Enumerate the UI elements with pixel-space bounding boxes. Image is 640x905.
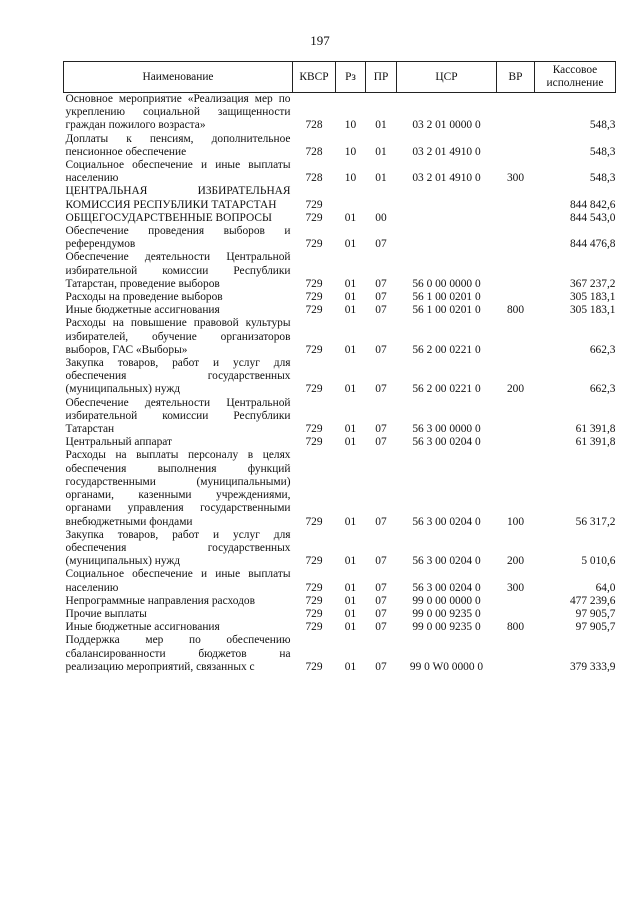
cell-vr (497, 317, 535, 357)
column-header-vr: ВР (497, 62, 535, 93)
table-row (64, 212, 616, 225)
cell-pr: 07 (375, 555, 387, 568)
table-row (64, 436, 616, 449)
cell-csr: 99 0 00 9235 0 (412, 607, 481, 620)
cell-name: Прочие выплаты (65, 607, 147, 620)
table-row (64, 357, 616, 397)
cell-kvsr: 729 (305, 621, 323, 634)
cell-csr: 99 0 00 0000 0 (412, 594, 481, 607)
cell-kvsr: 729 (305, 198, 323, 211)
column-header-kvsr: КВСР (293, 62, 336, 93)
table-row (64, 529, 616, 569)
cell-vr (497, 133, 535, 159)
cell-rz: 01 (344, 581, 357, 594)
cell-vr: 300 (506, 581, 525, 594)
cell-csr: 03 2 01 4910 0 (412, 145, 481, 158)
cell-vr (497, 397, 535, 437)
cell-rz: 01 (344, 594, 357, 607)
cell-pr (366, 185, 397, 211)
table-row (64, 225, 616, 251)
cell-vr (497, 185, 535, 211)
cell-sum: 56 317,2 (575, 515, 616, 528)
cell-pr: 07 (375, 291, 387, 304)
cell-csr: 03 2 01 0000 0 (412, 119, 481, 132)
cell-vr: 200 (506, 383, 525, 396)
cell-name: Иные бюджетные ассигнования (65, 304, 220, 317)
cell-name: Социальное обеспечение и иные выплаты населению (65, 159, 291, 185)
cell-sum: 662,3 (589, 343, 616, 356)
cell-rz: 01 (344, 515, 357, 528)
cell-name: Социальное обеспечение и иные выплаты населению (65, 568, 291, 594)
cell-name: Иные бюджетные ассигнования (65, 621, 220, 634)
page-number: 197 (310, 33, 330, 48)
table-row (64, 133, 616, 159)
cell-vr (497, 225, 535, 251)
cell-rz: 01 (344, 621, 357, 634)
cell-vr: 300 (506, 172, 525, 185)
cell-pr: 07 (375, 607, 387, 620)
cell-rz: 01 (344, 343, 357, 356)
cell-sum: 367 237,2 (569, 277, 616, 290)
cell-name: Обеспечение деятельности Центральной избирательной комиссии Республики Татарстан (65, 396, 291, 436)
cell-csr: 99 0 W0 0000 0 (409, 660, 484, 673)
cell-pr: 00 (375, 211, 387, 224)
cell-sum: 305 183,1 (569, 291, 616, 304)
cell-csr: 56 0 00 0000 0 (412, 277, 481, 290)
table-row (64, 317, 616, 357)
cell-vr (497, 212, 535, 225)
cell-name: Расходы на проведение выборов (65, 291, 223, 304)
cell-sum: 305 183,1 (569, 304, 616, 317)
cell-vr (497, 634, 535, 674)
cell-csr (397, 212, 497, 225)
cell-sum: 61 391,8 (575, 436, 616, 449)
cell-sum: 548,3 (589, 145, 616, 158)
cell-sum: 844 543,0 (569, 211, 616, 224)
cell-sum: 662,3 (589, 383, 616, 396)
table-row (64, 634, 616, 674)
cell-pr: 07 (375, 515, 387, 528)
cell-pr: 07 (375, 621, 387, 634)
budget-execution-table (63, 61, 616, 674)
cell-rz: 10 (344, 172, 357, 185)
cell-rz: 01 (344, 423, 357, 436)
cell-vr (497, 251, 535, 291)
cell-pr: 07 (375, 238, 387, 251)
cell-csr: 03 2 01 4910 0 (412, 172, 481, 185)
table-row (64, 291, 616, 304)
cell-vr: 100 (506, 515, 525, 528)
cell-vr (497, 436, 535, 449)
cell-sum: 61 391,8 (575, 423, 616, 436)
cell-name: ЦЕНТРАЛЬНАЯ ИЗБИРАТЕЛЬНАЯ КОМИССИЯ РЕСПУБЛИКИ ТАТАРСТАН (65, 185, 291, 211)
cell-rz: 01 (344, 304, 357, 317)
table-row (64, 159, 616, 185)
cell-name: Расходы на выплаты персоналу в целях обеспечения выполнения функций государственными (муниципальными) органами, казенными учреждениями, органами управления государственными внебюджетными фондами (65, 449, 291, 528)
column-header-name: Наименование (64, 62, 293, 93)
cell-vr (497, 93, 535, 133)
cell-rz: 01 (344, 277, 357, 290)
cell-rz: 01 (344, 291, 357, 304)
cell-kvsr: 728 (305, 145, 323, 158)
cell-sum: 548,3 (589, 172, 616, 185)
table-row (64, 595, 616, 608)
cell-kvsr: 729 (305, 383, 323, 396)
cell-kvsr: 729 (305, 423, 323, 436)
cell-kvsr: 729 (305, 594, 323, 607)
cell-pr: 01 (375, 172, 387, 185)
cell-csr (397, 185, 497, 211)
cell-sum: 844 842,6 (569, 198, 616, 211)
cell-csr: 56 2 00 0221 0 (412, 343, 481, 356)
cell-sum: 548,3 (589, 119, 616, 132)
cell-pr: 07 (375, 304, 387, 317)
table-row (64, 185, 616, 211)
cell-name: Закупка товаров, работ и услуг для обеспечения государственных (муниципальных) нужд (65, 357, 291, 396)
table-row (64, 93, 616, 133)
cell-sum: 64,0 (595, 581, 616, 594)
cell-csr (397, 225, 497, 251)
cell-rz: 01 (344, 436, 357, 449)
cell-pr: 07 (375, 383, 387, 396)
cell-pr: 01 (375, 119, 387, 132)
cell-kvsr: 728 (305, 172, 323, 185)
cell-kvsr: 729 (305, 343, 323, 356)
cell-rz: 01 (344, 211, 357, 224)
cell-kvsr: 729 (305, 581, 323, 594)
cell-vr: 800 (506, 304, 525, 317)
table-header-row (64, 62, 616, 93)
cell-kvsr: 729 (305, 436, 323, 449)
table-row (64, 397, 616, 437)
cell-csr: 56 3 00 0204 0 (412, 515, 481, 528)
cell-csr: 56 3 00 0204 0 (412, 436, 481, 449)
cell-name: ОБЩЕГОСУДАРСТВЕННЫЕ ВОПРОСЫ (65, 211, 272, 224)
cell-csr: 56 2 00 0221 0 (412, 383, 481, 396)
column-header-pr: ПР (366, 62, 397, 93)
cell-kvsr: 729 (305, 607, 323, 620)
cell-csr: 56 3 00 0204 0 (412, 555, 481, 568)
table-row (64, 251, 616, 291)
cell-pr: 07 (375, 436, 387, 449)
cell-pr: 07 (375, 277, 387, 290)
cell-sum: 844 476,8 (569, 238, 616, 251)
cell-csr: 99 0 00 9235 0 (412, 621, 481, 634)
table-row (64, 608, 616, 621)
cell-rz: 01 (344, 238, 357, 251)
table-row (64, 568, 616, 594)
table-row (64, 449, 616, 528)
cell-name: Обеспечение деятельности Центральной избирательной комиссии Республики Татарстан, проведение выборов (65, 251, 291, 290)
cell-name: Обеспечение проведения выборов и референдумов (65, 225, 291, 251)
cell-pr: 07 (375, 581, 387, 594)
cell-pr: 07 (375, 594, 387, 607)
cell-rz: 01 (344, 660, 357, 673)
cell-rz: 01 (344, 383, 357, 396)
cell-csr: 56 1 00 0201 0 (412, 291, 481, 304)
cell-kvsr: 729 (305, 211, 323, 224)
cell-kvsr: 729 (305, 515, 323, 528)
cell-name: Закупка товаров, работ и услуг для обеспечения государственных (муниципальных) нужд (65, 528, 291, 568)
cell-name: Поддержка мер по обеспечению сбалансированности бюджетов на реализацию мероприятий, связанных с (65, 634, 291, 673)
column-header-csr: ЦСР (397, 62, 497, 93)
column-header-rz: Рз (336, 62, 366, 93)
cell-kvsr: 729 (305, 660, 323, 673)
cell-sum: 97 905,7 (575, 621, 616, 634)
cell-name: Расходы на повышение правовой культуры избирателей, обучение организаторов выборов, ГАС «Выборы» (65, 317, 291, 356)
cell-kvsr: 729 (305, 291, 323, 304)
cell-kvsr: 729 (305, 555, 323, 568)
cell-vr (497, 291, 535, 304)
cell-vr: 800 (506, 621, 525, 634)
cell-name: Основное мероприятие «Реализация мер по укреплению социальной защищенности граждан пожилого возраста» (65, 93, 291, 132)
cell-vr (497, 595, 535, 608)
cell-kvsr: 729 (305, 277, 323, 290)
cell-rz: 01 (344, 607, 357, 620)
cell-name: Непрограммные направления расходов (65, 594, 256, 607)
cell-sum: 5 010,6 (581, 555, 616, 568)
cell-sum: 477 239,6 (569, 594, 616, 607)
cell-vr: 200 (506, 555, 525, 568)
cell-kvsr: 728 (305, 119, 323, 132)
table-row (64, 304, 616, 317)
cell-rz: 10 (344, 119, 357, 132)
cell-sum: 97 905,7 (575, 607, 616, 620)
table-body (64, 93, 616, 674)
cell-csr: 56 1 00 0201 0 (412, 304, 481, 317)
cell-vr (497, 608, 535, 621)
cell-rz (336, 185, 366, 211)
cell-kvsr: 729 (305, 304, 323, 317)
cell-csr: 56 3 00 0204 0 (412, 581, 481, 594)
cell-pr: 01 (375, 145, 387, 158)
column-header-sum: Кассовое исполнение (535, 62, 616, 93)
cell-name: Доплаты к пенсиям, дополнительное пенсионное обеспечение (65, 132, 291, 158)
cell-rz: 01 (344, 555, 357, 568)
cell-pr: 07 (375, 423, 387, 436)
cell-sum: 379 333,9 (569, 660, 616, 673)
cell-rz: 10 (344, 145, 357, 158)
cell-pr: 07 (375, 343, 387, 356)
cell-csr: 56 3 00 0000 0 (412, 423, 481, 436)
table-row (64, 621, 616, 634)
cell-pr: 07 (375, 660, 387, 673)
cell-name: Центральный аппарат (65, 436, 173, 449)
cell-kvsr: 729 (305, 238, 323, 251)
